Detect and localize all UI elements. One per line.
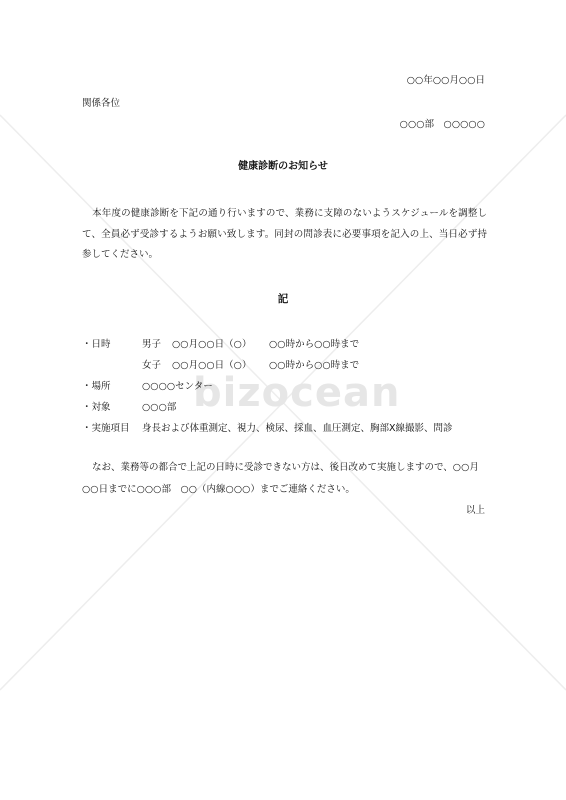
closing-text: なお、業務等の都合で上記の日時に受診できない方は、後日改めて実施しますので、○○月○○日までに○○○部 ○○（内線○○○）までご連絡ください。 (82, 462, 479, 495)
female-date: ○○月○○日（○） (172, 360, 252, 371)
document-date: ○○年○○月○○日 (406, 75, 485, 86)
female-label: 女子 (142, 360, 162, 371)
body-text: 本年度の健康診断を下記の通り行いますので、業務に支障のないようスケジュールを調整して、全員必ず受診するようお願い致します。同封の問診表に必要事項を記入の上、当日必ず持参してください。 (82, 208, 487, 260)
male-label: 男子 (142, 339, 162, 350)
items-label: ・実施項目 (82, 423, 130, 434)
datetime-label: ・日時 (82, 339, 111, 350)
closing-ijo: 以上 (465, 505, 485, 516)
document-title: 健康診断のお知らせ (238, 161, 328, 172)
target-value: ○○○部 (142, 402, 177, 413)
target-label: ・対象 (82, 402, 111, 413)
sender: ○○○部 ○○○○○ (399, 119, 485, 130)
ki-heading: 記 (277, 293, 289, 305)
recipients: 関係各位 (82, 98, 121, 109)
female-time: ○○時から○○時まで (269, 360, 360, 371)
body-paragraph (82, 204, 487, 266)
items-value: 身長および体重測定、視力、検尿、採血、血圧測定、胸部X線撮影、問診 (142, 423, 453, 434)
closing-paragraph (82, 457, 487, 501)
watermark-logo: bizocean (193, 370, 401, 416)
place-value: ○○○○センター (142, 381, 213, 392)
male-time: ○○時から○○時まで (269, 339, 360, 350)
place-label: ・場所 (82, 381, 111, 392)
male-date: ○○月○○日（○） (172, 339, 252, 350)
